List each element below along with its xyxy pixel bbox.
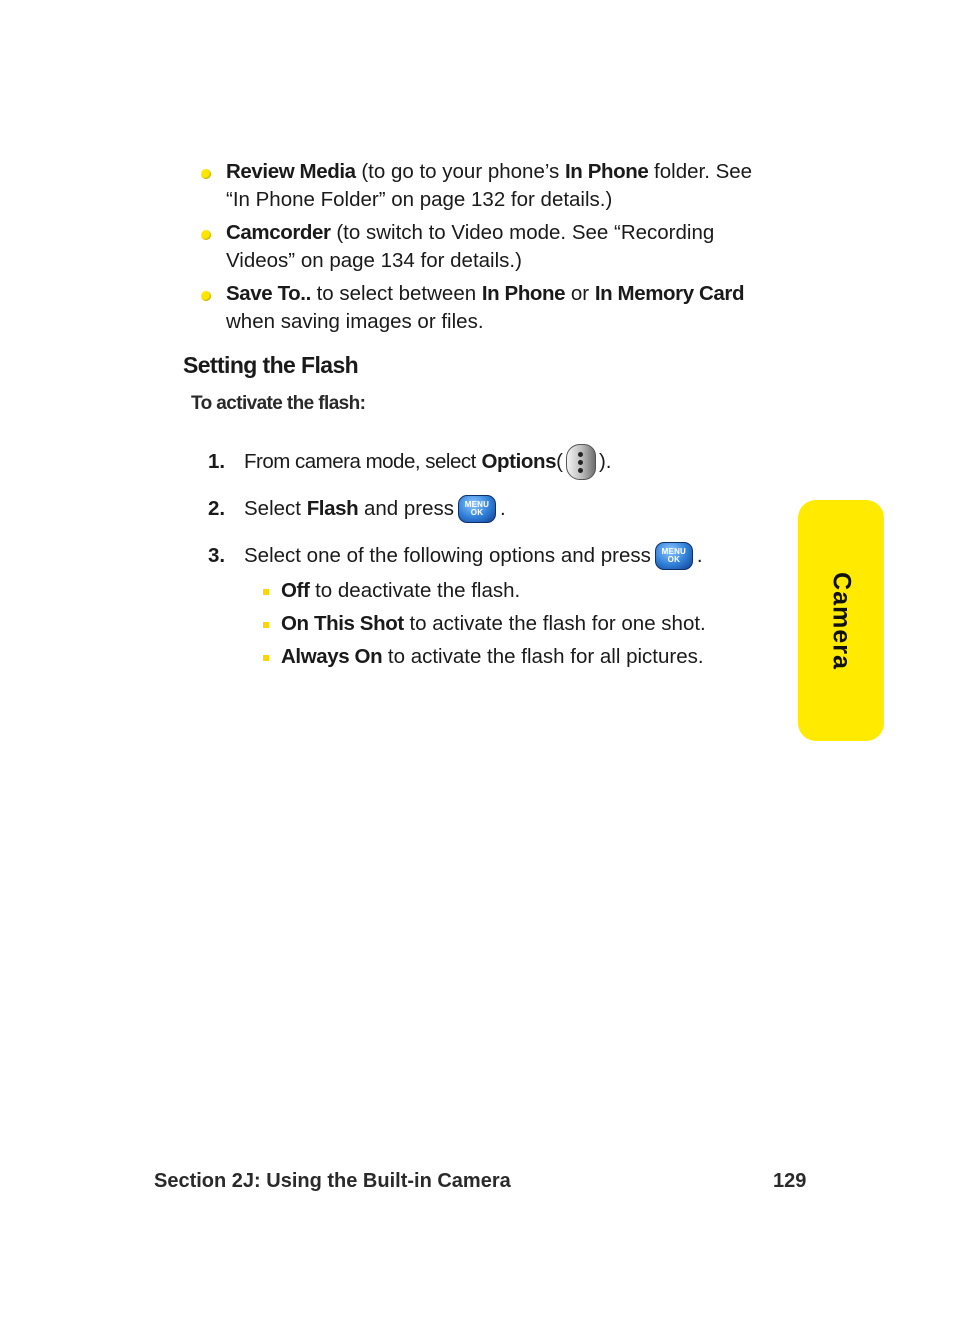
menu-key-bottom: OK [470,508,484,517]
option-on-this-shot [262,610,782,638]
in-phone-label: In Phone [564,160,649,183]
square-bullet-icon [263,589,269,595]
menu-key-bottom: OK [667,555,681,564]
step-3 [208,542,703,570]
footer-section-title: Section 2J: Using the Built-in Camera [154,1170,511,1192]
step-text: Select [244,497,301,520]
square-bullet-icon [263,655,269,661]
bullet-dot-icon [201,291,211,301]
step-text: Select one of the following options and press [244,544,651,567]
options-label: Options [481,450,557,473]
feature-bullet-list [198,158,778,341]
step-number: 1. [208,450,226,473]
step-text: ). [598,450,612,473]
menu-ok-key-icon [655,542,693,570]
in-phone-label: In Phone [481,282,566,305]
chapter-tab-label: Camera [827,571,856,670]
step-text: From camera mode, select [244,450,476,473]
step-text: . [499,497,506,520]
flash-options-list [262,577,782,676]
bullet-text: when saving images or files. [226,310,484,333]
section-heading: Setting the Flash [183,352,359,378]
step-1 [208,444,612,480]
step-number: 2. [208,497,226,520]
option-label: On This Shot [281,612,404,635]
bullet-text: (to switch to Video mode. See “Recording Videos” on page 134 for details.) [226,221,715,272]
bullet-text: to select between [310,282,482,305]
footer-page-number: 129 [773,1170,807,1192]
menu-key-top: MENU [464,500,490,509]
bullet-review-media [198,158,778,214]
camcorder-label: Camcorder [226,221,331,244]
bullet-dot-icon [201,230,211,240]
bullet-camcorder [198,219,778,275]
option-label: Off [281,579,310,602]
review-media-label: Review Media [226,160,356,183]
chapter-side-tab [798,500,884,741]
flash-label: Flash [306,497,359,520]
bullet-dot-icon [201,169,211,179]
menu-ok-key-icon [458,495,496,523]
bullet-text: or [565,282,595,305]
bullet-text: (to go to your phone’s [355,160,565,183]
option-text: to activate the flash for one shot. [403,612,706,635]
save-to-label: Save To.. [226,282,311,305]
procedure-heading: To activate the flash: [191,393,366,414]
step-number: 3. [208,544,226,567]
bullet-text: folder. See “In Phone Folder” on page 132 for details.) [226,160,753,211]
step-text: . [696,544,703,567]
bullet-save-to [198,280,778,336]
step-text: ( [556,450,563,473]
option-label: Always On [281,645,383,668]
in-memory-card-label: In Memory Card [594,282,745,305]
step-text: and press [363,497,454,520]
option-text: to activate the flash for all pictures. [382,645,704,668]
step-2 [208,495,506,523]
options-key-icon [566,444,596,480]
square-bullet-icon [263,622,269,628]
option-off [262,577,782,605]
option-always-on [262,643,782,671]
option-text: to deactivate the flash. [309,579,521,602]
menu-key-top: MENU [661,547,687,556]
